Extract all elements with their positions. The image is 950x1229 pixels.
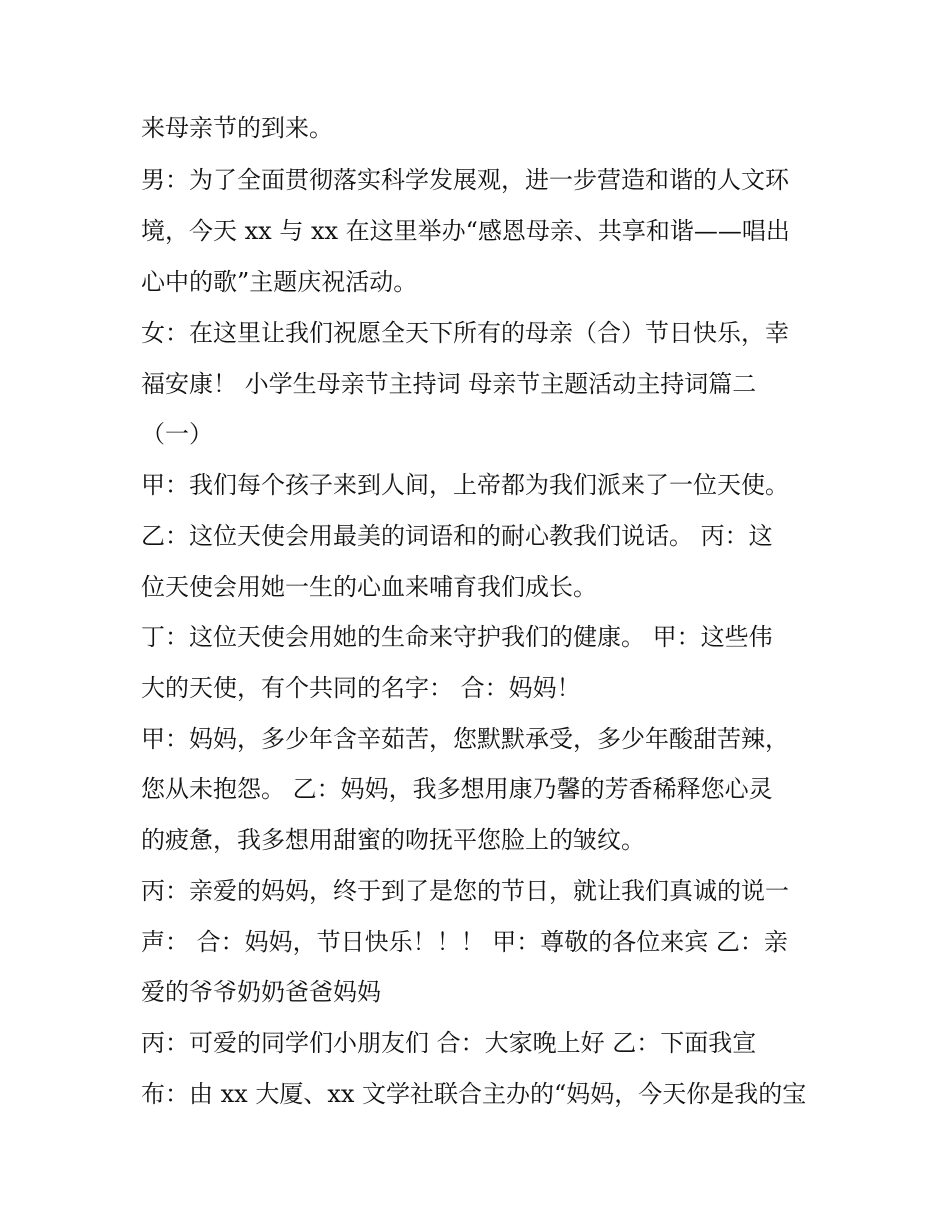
text-line: 福安康！ 小学生母亲节主持词 母亲节主题活动主持词篇二: [141, 370, 757, 398]
text-line: 丙：可爱的同学们小朋友们 合：大家晚上好 乙：下面我宣: [141, 1029, 757, 1057]
text-line: 境，今天 xx 与 xx 在这里举办“感恩母亲、共享和谐——唱出: [141, 217, 790, 245]
text-line: 丙：亲爱的妈妈，终于到了是您的节日，就让我们真诚的说一: [141, 877, 789, 905]
text-line: 女：在这里让我们祝愿全天下所有的母亲（合）节日快乐，幸: [141, 319, 789, 347]
text-line: 布：由 xx 大厦、xx 文学社联合主办的“妈妈，今天你是我的宝: [141, 1080, 807, 1108]
text-line: 男：为了全面贯彻落实科学发展观，进一步营造和谐的人文环: [141, 166, 789, 194]
text-line: （一）: [141, 420, 213, 448]
text-line: 甲：妈妈，多少年含辛茹苦，您默默承受，多少年酸甜苦辣，: [141, 725, 789, 753]
text-line: 大的天使，有个共同的名字： 合：妈妈！: [141, 674, 581, 702]
text-line: 声： 合：妈妈，节日快乐！！！ 甲：尊敬的各位来宾 乙：亲: [141, 928, 788, 956]
text-line: 的疲惫，我多想用甜蜜的吻抚平您脸上的皱纹。: [141, 826, 645, 854]
text-line: 位天使会用她一生的心血来哺育我们成长。: [141, 573, 597, 601]
text-line: 心中的歌”主题庆祝活动。: [141, 268, 418, 296]
text-line: 甲：我们每个孩子来到人间，上帝都为我们派来了一位天使。: [141, 471, 789, 499]
text-line: 爱的爷爷奶奶爸爸妈妈: [141, 978, 381, 1006]
text-line: 您从未抱怨。 乙：妈妈，我多想用康乃馨的芳香稀释您心灵: [141, 775, 773, 803]
text-line: 丁：这位天使会用她的生命来守护我们的健康。 甲：这些伟: [141, 623, 773, 651]
text-line: 来母亲节的到来。: [141, 114, 333, 142]
text-line: 乙：这位天使会用最美的词语和的耐心教我们说话。 丙：这: [141, 522, 773, 550]
